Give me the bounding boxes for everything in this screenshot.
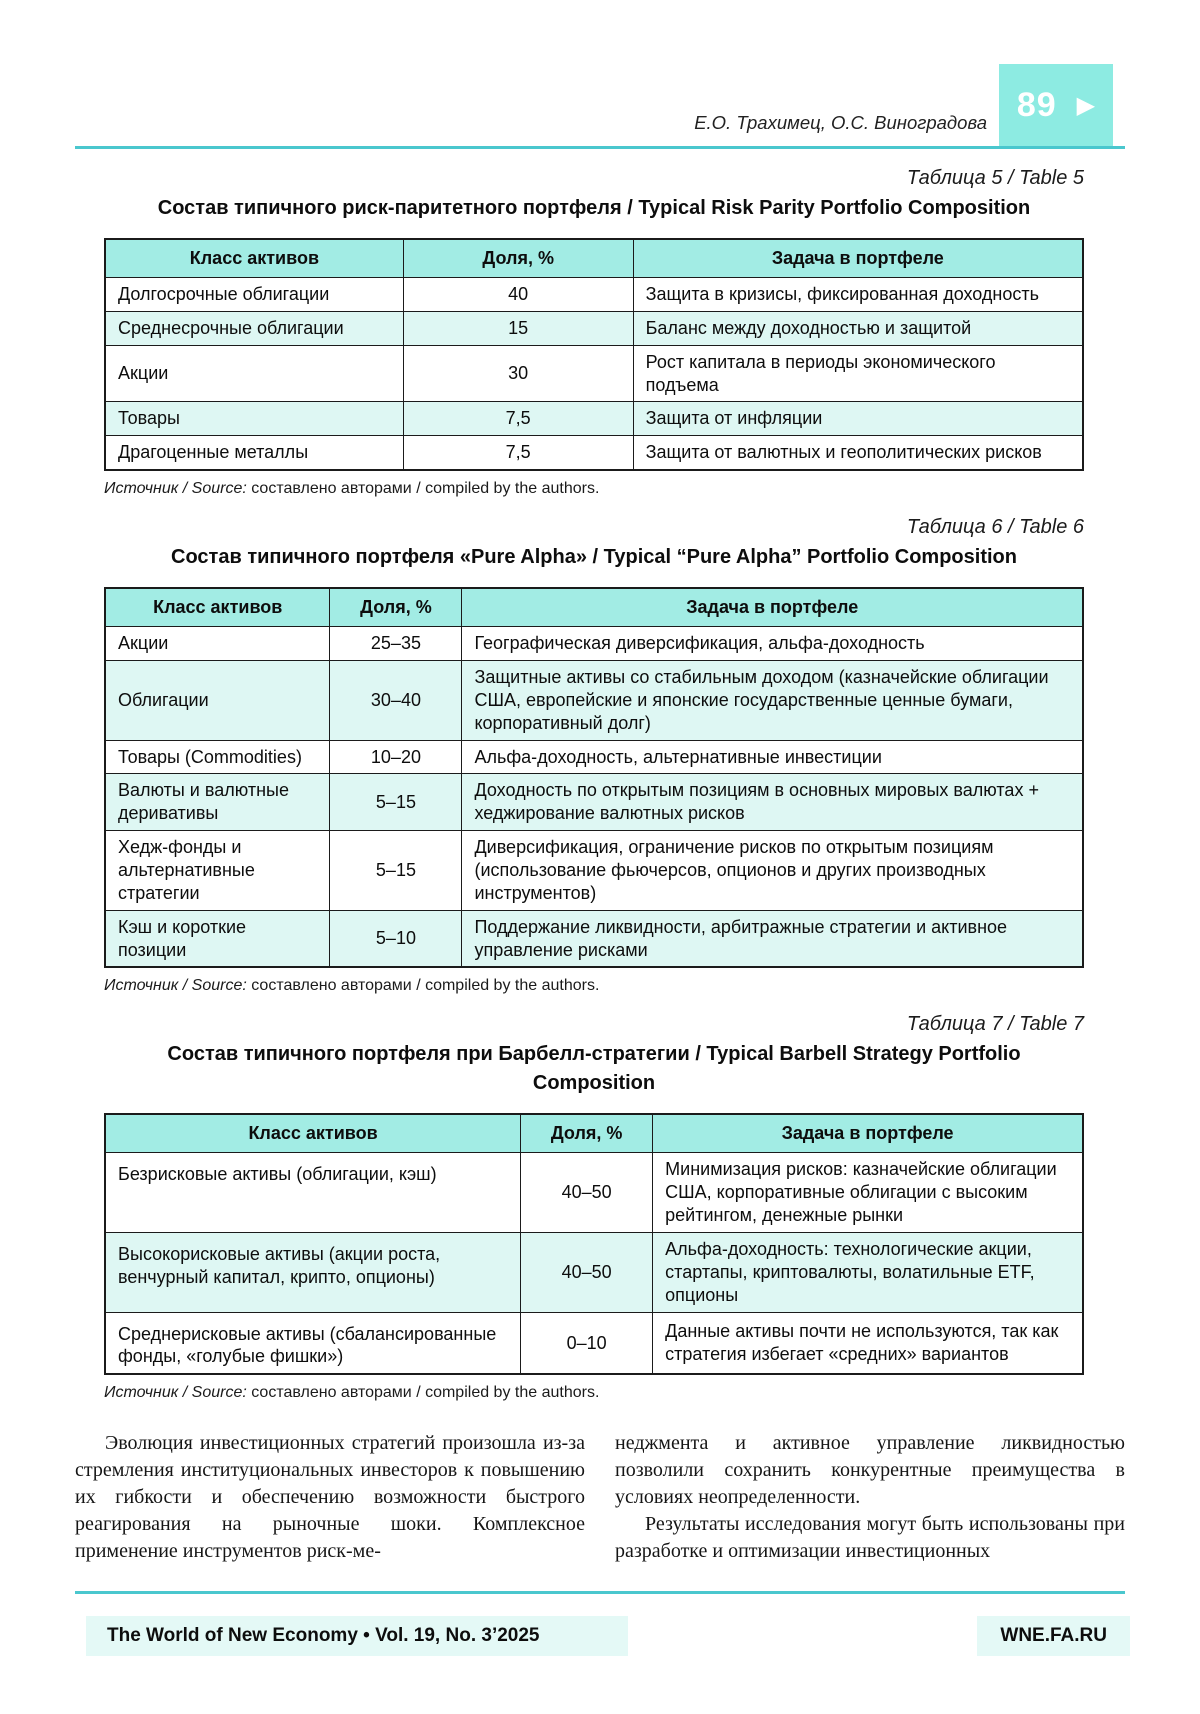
table-cell: Рост капитала в периоды экономического подъема [633,345,1083,402]
table-row [105,278,1083,312]
table-cell: Защитные активы со стабильным доходом (казначейские облигации США, европейские и японские государственные ценные бумаги, корпоративный долг) [462,661,1083,741]
table-row [105,1233,1083,1313]
table-cell: 5–10 [330,910,462,967]
table-cell: 5–15 [330,831,462,911]
table-cell: Альфа-доходность, альтернативные инвестиции [462,740,1083,774]
column-header-task: Задача в портфеле [462,588,1083,627]
body-text [75,1430,1125,1565]
table5-source [104,480,1084,498]
source-text: составлено авторами / compiled by the authors. [246,1384,600,1402]
table-cell: Товары (Commodities) [105,740,330,774]
table-row [105,402,1083,436]
column-header-asset-class: Класс активов [105,239,403,278]
table-row [105,436,1083,470]
table7-title: Состав типичного портфеля при Барбелл-стратегии / Typical Barbell Strategy Portfolio Composition [167,1043,1021,1095]
table7-source [104,1384,1084,1402]
column-header-share: Доля, % [521,1114,653,1153]
table-row [105,774,1083,831]
body-column-left [75,1430,585,1565]
table-cell: Валюты и валютные деривативы [105,774,330,831]
table5-title: Состав типичного риск-паритетного портфеля / Typical Risk Parity Portfolio Composition [157,197,1031,219]
table-cell: Высокорисковые активы (акции роста, венчурный капитал, крипто, опционы) [105,1233,521,1313]
table7-section [104,1013,1084,1402]
table-cell: 30 [403,345,633,402]
table-cell: 25–35 [330,627,462,661]
table-cell: Облигации [105,661,330,741]
page-number: 89 [1016,85,1057,124]
site-url[interactable]: WNE.FA.RU [1000,1625,1107,1647]
table-cell: Товары [105,402,403,436]
page-header [75,0,1125,149]
column-header-asset-class: Класс активов [105,588,330,627]
table-cell: 7,5 [403,436,633,470]
table-cell: Защита от инфляции [633,402,1083,436]
table-cell: Защита от валютных и геополитических рисков [633,436,1083,470]
table5 [104,238,1084,471]
table-cell: Долгосрочные облигации [105,278,403,312]
table-cell: Среднесрочные облигации [105,311,403,345]
table-cell: Хедж-фонды и альтернативные стратегии [105,831,330,911]
source-text: составлено авторами / compiled by the authors. [246,977,600,995]
column-header-share: Доля, % [330,588,462,627]
table-row [105,1153,1083,1233]
table-cell: 40 [403,278,633,312]
table-row [105,740,1083,774]
paragraph: Результаты исследования могут быть использованы при разработке и оптимизации инвестиционных [615,1513,1125,1563]
column-header-asset-class: Класс активов [105,1114,521,1153]
source-label: Источник / Source: [104,977,247,995]
table-cell: Драгоценные металлы [105,436,403,470]
table5-section [104,167,1084,498]
page-content [75,167,1125,1565]
table6-title: Состав типичного портфеля «Pure Alpha» / Typical “Pure Alpha” Portfolio Composition [171,546,1017,569]
table-cell: 30–40 [330,661,462,741]
body-column-right [615,1430,1125,1565]
table-cell: Поддержание ликвидности, арбитражные стратегии и активное управление рисками [462,910,1083,967]
table6-source [104,977,1084,995]
table-cell: Баланс между доходностью и защитой [633,311,1083,345]
paragraph: Эволюция инвестиционных стратегий произошла из-за стремления институциональных инвесторов к повышению их гибкости и обеспечению возможности быстрого реагирования на рыночные шоки. Комплексное применение инструментов риск-ме- [75,1432,585,1563]
table-row [105,661,1083,741]
table-row [105,831,1083,911]
table-row [105,311,1083,345]
table-cell: Среднерисковые активы (сбалансированные фонды, «голубые фишки») [105,1312,521,1374]
table-cell: 0–10 [521,1312,653,1374]
table-cell: Диверсификация, ограничение рисков по открытым позициям (использование фьючерсов, опционов и других производных инструментов) [462,831,1083,911]
journal-site-link[interactable] [977,1616,1130,1656]
table5-label: Таблица 5 / Table 5 [906,167,1084,189]
table6-section [104,516,1084,995]
page-footer [75,1616,1130,1656]
table7 [104,1113,1084,1375]
table-cell: Безрисковые активы (облигации, кэш) [105,1153,521,1233]
table-header-row [105,239,1083,278]
table-header-row [105,1114,1083,1153]
table6 [104,587,1084,968]
table-row [105,1312,1083,1374]
table6-label: Таблица 6 / Table 6 [906,516,1084,539]
authors-line: Е.О. Трахимец, О.С. Виноградова [694,112,987,133]
column-header-task: Задача в портфеле [653,1114,1083,1153]
play-arrow-icon: ▶ [1076,92,1096,119]
table-cell: Географическая диверсификация, альфа-доходность [462,627,1083,661]
page-number-badge [999,64,1113,146]
table-cell: Акции [105,345,403,402]
column-header-share: Доля, % [403,239,633,278]
table7-label: Таблица 7 / Table 7 [906,1013,1084,1036]
table-cell: 15 [403,311,633,345]
table-cell: 7,5 [403,402,633,436]
column-header-task: Задача в портфеле [633,239,1083,278]
table-cell: Данные активы почти не используются, так как стратегия избегает «средних» вариантов [653,1312,1083,1374]
table-cell: Защита в кризисы, фиксированная доходность [633,278,1083,312]
source-text: составлено авторами / compiled by the authors. [246,480,600,498]
table-header-row [105,588,1083,627]
table-cell: Кэш и короткие позиции [105,910,330,967]
table-cell: Доходность по открытым позициям в основных мировых валютах + хеджирование валютных рисков [462,774,1083,831]
footer-rule [75,1591,1125,1594]
source-label: Источник / Source: [104,1384,247,1402]
table-cell: 40–50 [521,1233,653,1313]
table-cell: Акции [105,627,330,661]
table-cell: 40–50 [521,1153,653,1233]
source-label: Источник / Source: [104,480,247,498]
table-row [105,910,1083,967]
journal-volume-label: The World of New Economy • Vol. 19, No. 3’2025 [86,1616,628,1656]
table-cell: 5–15 [330,774,462,831]
table-cell: Минимизация рисков: казначейские облигации США, корпоративные облигации с высоким рейтингом, денежные рынки [653,1153,1083,1233]
table-cell: Альфа-доходность: технологические акции, стартапы, криптовалюты, волатильные ETF, опционы [653,1233,1083,1313]
table-cell: 10–20 [330,740,462,774]
paragraph: неджмента и активное управление ликвидностью позволили сохранить конкурентные преимущества в условиях неопределенности. [615,1432,1125,1509]
table-row [105,627,1083,661]
table-row [105,345,1083,402]
